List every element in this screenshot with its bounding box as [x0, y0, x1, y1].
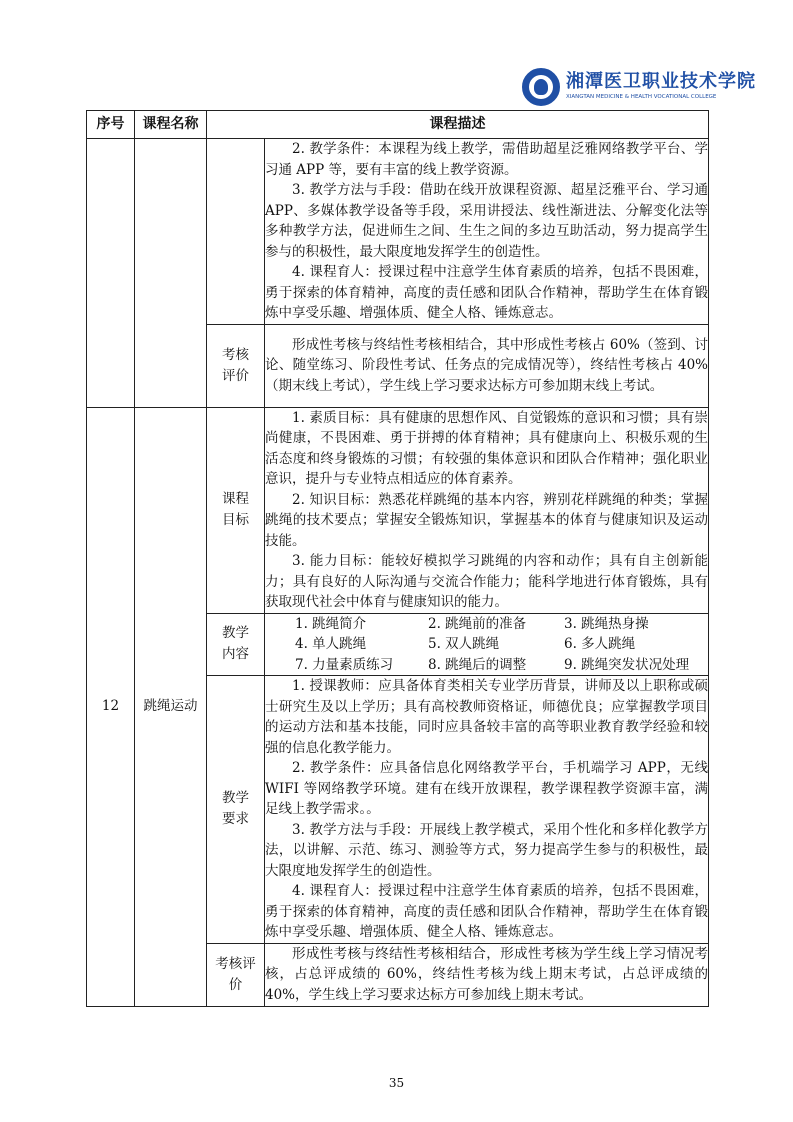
prev-req-para: 3. 教学方法与手段：借助在线开放课程资源、超星泛雅平台、学习通 APP、多媒体教学设备等手段，采用讲授法、线性渐进法、分解变化法等多种教学方法，促进师生之间、生生之间的多边互助活动，努力提高学生参与的积极性，最大限度地发挥学生的创造性。 [265, 182, 708, 260]
page-number: 35 [388, 1076, 405, 1090]
prev-evaluation-label [207, 324, 265, 407]
course12-goal-text [265, 407, 709, 613]
course12-evaluation-label-text: 考核评价 [215, 955, 256, 993]
course12-goal-row [87, 407, 709, 613]
course12-content-label-text: 教学内容 [222, 625, 249, 663]
table-header-row [87, 111, 709, 139]
prev-course-name-cell [135, 139, 207, 408]
prev-course-requirements-row [87, 139, 709, 325]
logo-chinese-name: 湘潭医卫职业技术学院 [566, 71, 756, 92]
content-item: 7. 力量素质练习 [295, 656, 394, 673]
prev-evaluation-text [265, 324, 709, 407]
course12-requirements-label-text: 教学要求 [222, 790, 249, 828]
content-item: 6. 多人跳绳 [564, 636, 636, 652]
prev-course-number-cell [87, 139, 135, 408]
college-logo [522, 66, 756, 110]
logo-english-name: XIANGTAN MEDICINE & HEALTH VOCATIONAL COLLEGE [566, 94, 717, 100]
prev-evaluation-label-text: 考核评价 [222, 346, 249, 384]
content-item: 4. 单人跳绳 [295, 636, 367, 652]
course12-req-para: 1. 授课教师：应具备体育类相关专业学历背景，讲师及以上职称或硕士研究生及以上学历；具有高校教师资格证，师德优良；应掌握教学项目的运动方法和基本技能，同时应具备较丰富的高等职业教育教学经验和较强的信息化教学能力。 [265, 678, 708, 756]
course12-name: 跳绳运动 [135, 407, 207, 1006]
content-item: 2. 跳绳前的准备 [428, 615, 527, 632]
prev-eval-para: 形成性考核与终结性考核相结合，其中形成性考核占 60%（签到、讨论、随堂练习、阶段性考试、任务点的完成情况等），终结性考核占 40%（期末线上考试），学生线上学习要求达标方可参加期末线上考试。 [265, 336, 708, 394]
content-item: 8. 跳绳后的调整 [428, 656, 527, 673]
content-item: 1. 跳绳简介 [295, 615, 367, 632]
course12-req-para: 4. 课程育人：授课过程中注意学生体育素质的培养，包括不畏困难，勇于探索的体育精神，高度的责任感和团队合作精神，帮助学生在体育锻炼中享受乐趣、增强体质、健全人格、锤炼意志。 [265, 883, 708, 940]
prev-requirements-label-cell [207, 139, 265, 325]
prev-req-para: 4. 课程育人：授课过程中注意学生体育素质的培养，包括不畏困难，勇于探索的体育精神，高度的责任感和团队合作精神，帮助学生在体育锻炼中享受乐趣、增强体质、健全人格、锤炼意志。 [265, 264, 708, 321]
content-item: 9. 跳绳突发状况处理 [564, 656, 690, 673]
course12-req-para: 3. 教学方法与手段：开展线上教学模式，采用个性化和多样化教学方法，以讲解、示范、练习、测验等方式，努力提高学生参与的积极性，最大限度地发挥学生的创造性。 [265, 821, 708, 879]
course12-requirements-label [207, 676, 265, 944]
course12-eval-para: 形成性考核与终结性考核相结合，形成性考核为学生线上学习情况考核，占总评成绩的 60%，终结性考核为线上期末考试，占总评成绩的 40%，学生线上学习要求达标方可参加线上期末考试。 [265, 945, 708, 1003]
course12-goal-label [207, 407, 265, 613]
course12-evaluation-label [207, 943, 265, 1006]
col-header-course-description: 课程描述 [207, 111, 709, 139]
course12-goal-para: 1. 素质目标：具有健康的思想作风、自觉锻炼的意识和习惯；具有崇尚健康，不畏困难、勇于拼搏的体育精神；具有健康向上、积极乐观的生活态度和终身锻炼的习惯；有较强的集体意识和团队合作精神；强化职业意识，提升与专业特点相适应的体育素养。 [265, 409, 708, 487]
course12-requirements-text [265, 676, 709, 944]
course12-evaluation-text [265, 943, 709, 1006]
course12-goal-label-text: 课程目标 [222, 491, 249, 528]
course12-content-list [265, 613, 709, 676]
col-header-number: 序号 [87, 111, 135, 139]
col-header-course-name: 课程名称 [135, 111, 207, 139]
course12-goal-para: 3. 能力目标：能较好模拟学习跳绳的内容和动作；具有自主创新能力；具有良好的人际沟通与交流合作能力；能科学地进行体育锻炼，具有获取现代社会中体育与健康知识的能力。 [265, 553, 708, 610]
content-item: 5. 双人跳绳 [428, 636, 500, 652]
content-item: 3. 跳绳热身操 [564, 615, 649, 632]
course12-number: 12 [87, 407, 135, 1006]
college-emblem-icon [522, 68, 560, 106]
prev-req-para: 2. 教学条件：本课程为线上教学，需借助超星泛雅网络教学平台、学习通 APP 等，要有丰富的线上教学资源。 [265, 141, 708, 178]
course12-req-para: 2. 教学条件：应具备信息化网络教学平台，手机端学习 APP，无线 WIFI 等网络教学环境。建有在线开放课程，教学课程教学资源丰富，满足线上教学需求。。 [265, 760, 708, 817]
course12-content-label [207, 613, 265, 676]
prev-requirements-text [265, 139, 709, 325]
course-table [86, 110, 709, 1007]
course12-goal-para: 2. 知识目标：熟悉花样跳绳的基本内容，辨别花样跳绳的种类；掌握跳绳的技术要点；掌握安全锻炼知识，掌握基本的体育与健康知识及运动技能。 [265, 491, 708, 549]
